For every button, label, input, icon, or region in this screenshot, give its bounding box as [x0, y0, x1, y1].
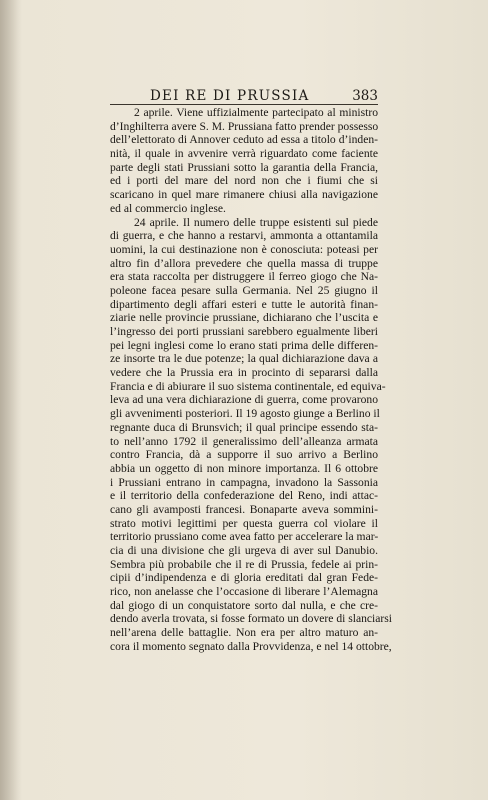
text-line: nità, il quale in avvenire verrà riguardato come faciente [110, 147, 378, 161]
text-line: ze insorte tra le due potenze; la qual dichiarazione dava a [110, 352, 378, 366]
paragraph-2 [110, 215, 393, 654]
text-line: Francia e di abiurare il suo sistema continentale, ed equiva- [110, 379, 386, 393]
text-line: rico, non anelasse che l’occasione di liberare l’Alemagna [110, 585, 378, 599]
text-line: contro Francia, dà a supporre il suo arrivo a Berlino [110, 448, 378, 462]
page-header [110, 84, 378, 106]
text-line: poleone facea pesare sulla Germania. Nel 25 giugno il [110, 283, 378, 297]
text-line: abbia un oggetto di non minore importanza. Il 6 ottobre [110, 461, 378, 475]
text-line: scaricano in quel mare rimanere chiusi alla navigazione [110, 188, 378, 202]
text-line: altro fin d’allora prevedere che quella massa di truppe [110, 256, 378, 270]
paragraph-1 [110, 106, 378, 216]
text-line: cano gli avamposti francesi. Bonaparte aveva sommini- [110, 502, 378, 516]
text-line: to nell’anno 1792 il generalissimo dell’alleanza armata [110, 434, 378, 448]
text-line: parte degli stati Prussiani sotto la garantia della Francia, [110, 160, 378, 174]
text-line: i Prussiani entrano in campagna, invadono la Sassonia [110, 475, 378, 489]
text-line: uomini, la cui destinazione non è conosciuta: poteasi per [110, 242, 378, 256]
text-line: ziarie nelle provincie prussiane, dichiarano che l’uscita e [110, 311, 378, 325]
text-line: cora il momento segnato dalla Provvidenza, e nel 14 ottobre, [110, 639, 392, 653]
text-line: era stata raccolta per distruggere il ferreo giogo che Na- [110, 270, 378, 284]
text-line: dell’elettorato di Annover ceduto ad essa a titolo d’inden- [110, 133, 378, 147]
text-line: l’ingresso dei porti prussiani sarebbero egualmente liberi [110, 325, 378, 338]
text-line: gli avvenimenti posteriori. Il 19 agosto giunge a Berlino il [110, 407, 380, 421]
text-line: 2 aprile. Viene uffizialmente partecipato al ministro [134, 106, 378, 119]
text-line: vedere che la Prussia era in procinto di separarsi dalla [110, 366, 378, 380]
text-line: cipii d’indipendenza e di gloria ereditati dal gran Fede- [110, 571, 378, 585]
page-number: 383 [352, 88, 378, 104]
text-line: pei legni inglesi come lo erano stati prima delle differen- [110, 338, 378, 352]
text-line: Sembra più probabile che il re di Prussia, fedele ai prin- [110, 557, 378, 571]
running-head: DEI RE DI PRUSSIA [150, 88, 310, 104]
text-line: leva ad una vera dichiarazione di guerra, come provarono [110, 393, 378, 407]
text-line: dipartimento degli affari esteri e tutte le autorità finan- [110, 297, 378, 311]
page-gutter-shadow [0, 0, 22, 800]
text-line: 24 aprile. Il numero delle truppe esistenti sul piede [134, 215, 378, 229]
body-text [110, 106, 393, 654]
text-line: regnante duca di Brunsvich; il qual principe essendo sta- [110, 420, 378, 434]
text-line: ed al commercio inglese. [110, 201, 226, 215]
text-line: ed i porti del mare del nord non che i fiumi che si [110, 174, 378, 188]
text-line: dendo averla trovata, si fosse formato un dovere di slanciarsi [110, 612, 393, 626]
text-line: dal giogo di un conquistatore sorto dal nulla, e che cre- [110, 598, 378, 612]
text-line: d’Inghilterra avere S. M. Prussiana fatto prender possesso [110, 119, 379, 133]
text-line: nell’arena delle battaglie. Non era per altro maturo an- [110, 626, 378, 640]
text-line: territorio prussiano come avea fatto per accelerare la mar- [110, 530, 379, 544]
text-line: cia di una divisione che gli urgeva di aver sul Danubio. [110, 544, 378, 557]
header-rule [110, 104, 378, 105]
text-line: strato motivi legittimi per questa guerra col violare il [110, 516, 378, 530]
text-line: e il territorio della confederazione del Reno, indi attac- [110, 489, 378, 503]
text-line: di guerra, e che hanno a restarvi, ammonta a ottantamila [110, 229, 378, 243]
